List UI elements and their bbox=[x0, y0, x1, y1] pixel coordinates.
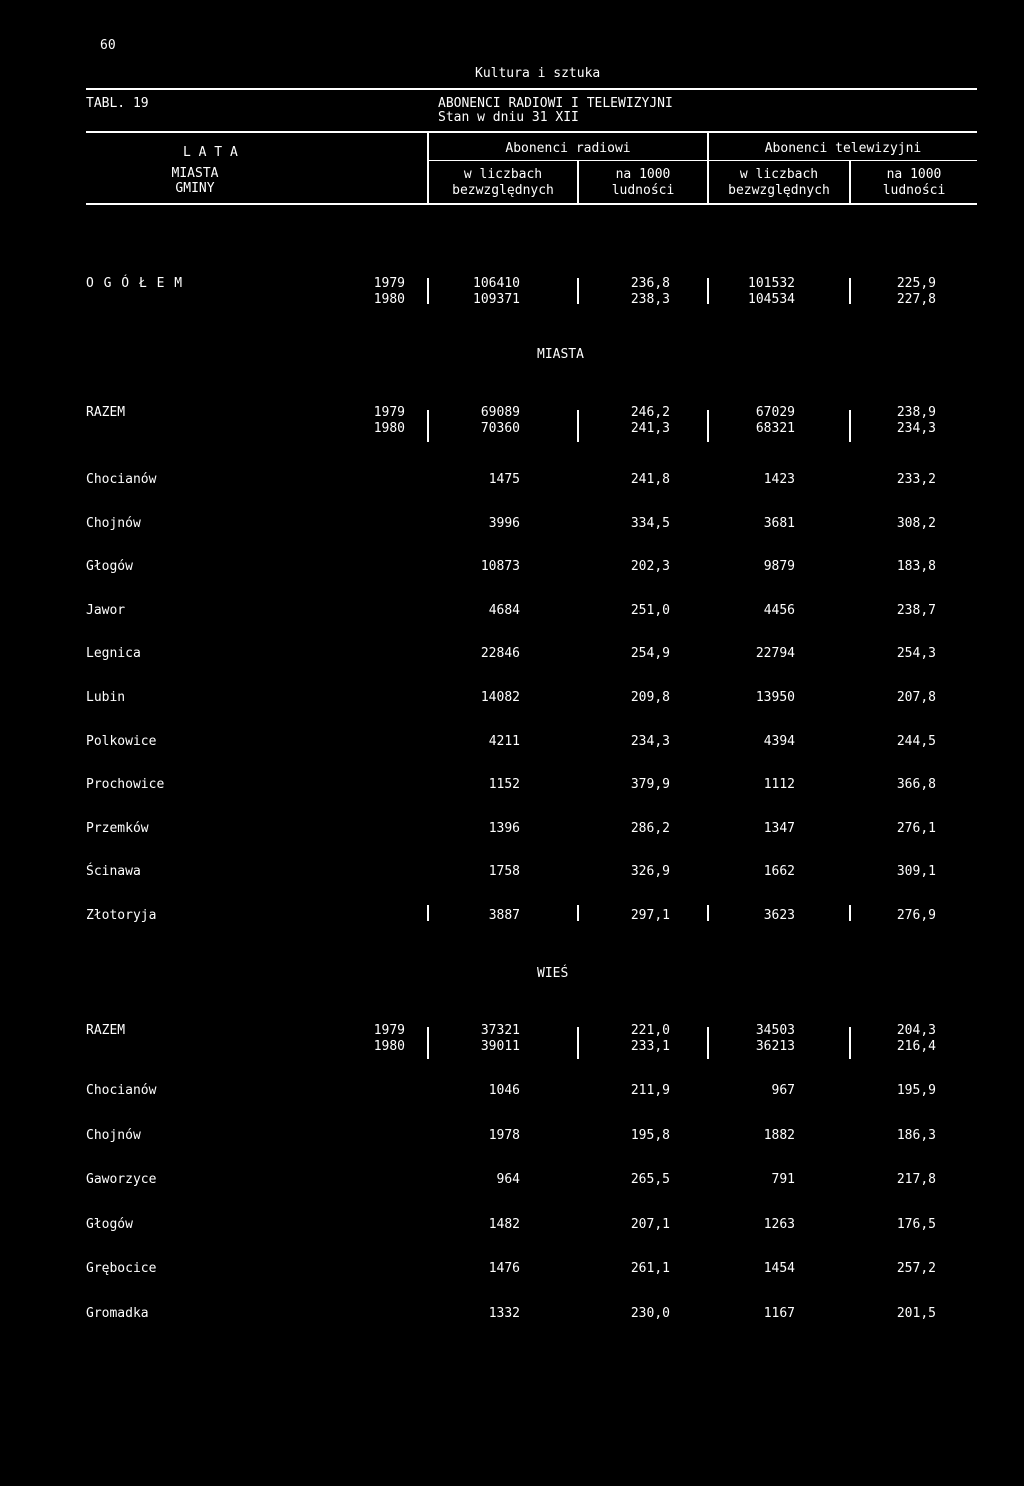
row-radio-abs: 10873 bbox=[480, 559, 520, 575]
row-radio-per: 195,8 bbox=[630, 1127, 670, 1143]
row-tv-abs: 22794 bbox=[755, 646, 795, 662]
row-name: Prochowice bbox=[86, 777, 165, 793]
row-tv-abs: 967 bbox=[771, 1083, 795, 1098]
row-tv-per: 366,8 bbox=[896, 777, 936, 793]
row-tv-abs: 9879 bbox=[763, 559, 795, 575]
row-name: Chocianów bbox=[86, 1083, 157, 1098]
row-radio-abs: 1046 bbox=[488, 1083, 520, 1098]
miasta-razem-divider-1 bbox=[427, 410, 429, 442]
wies-razem-year-1979: 1979 bbox=[373, 1023, 405, 1038]
header-radio-per bbox=[578, 167, 708, 199]
header-miasta: MIASTA bbox=[171, 166, 219, 181]
wies-razem-tv-per-1979: 204,3 bbox=[896, 1023, 936, 1038]
miasta-razem-label: RAZEM bbox=[86, 405, 126, 420]
wies-razem-radio-abs-1979: 37321 bbox=[480, 1023, 520, 1038]
ogolem-divider-4 bbox=[849, 278, 851, 304]
header-tv-abs-line1: w liczbach bbox=[739, 167, 819, 182]
wies-razem-radio-per-1980: 233,1 bbox=[630, 1039, 670, 1054]
miasta-razem-years bbox=[350, 405, 405, 437]
page-number: 60 bbox=[100, 38, 116, 53]
header-divider-2 bbox=[577, 161, 579, 204]
row-tv-per: 183,8 bbox=[896, 559, 936, 575]
miasta-razem-radio-abs-1979: 69089 bbox=[480, 405, 520, 420]
row-radio-per: 265,5 bbox=[630, 1172, 670, 1188]
wies-razem-tv-per bbox=[860, 1023, 936, 1055]
wies-razem-divider-2 bbox=[577, 1027, 579, 1059]
row-tv-per: 244,5 bbox=[896, 733, 936, 749]
zlotoryja-divider-2 bbox=[577, 905, 579, 921]
row-radio-per: 379,9 bbox=[630, 777, 670, 793]
row-radio-abs: 14082 bbox=[480, 690, 520, 705]
ogolem-year-1980: 1980 bbox=[373, 292, 405, 307]
row-radio-per: 261,1 bbox=[630, 1261, 670, 1277]
header-radio-group: Abonenci radiowi bbox=[505, 141, 631, 156]
miasta-razem-radio-per bbox=[590, 405, 670, 437]
miasta-razem-radio-abs bbox=[440, 405, 520, 437]
row-tv-per: 254,3 bbox=[896, 646, 936, 662]
table-label: TABL. 19 bbox=[86, 96, 149, 111]
header-radio-abs-line2: bezwzględnych bbox=[452, 183, 554, 198]
wies-razem-radio-abs-1980: 39011 bbox=[480, 1039, 520, 1054]
row-tv-abs: 1112 bbox=[763, 777, 795, 793]
wies-razem-label: RAZEM bbox=[86, 1023, 126, 1038]
row-tv-per: 238,7 bbox=[896, 602, 936, 618]
wies-razem-radio-per-1979: 221,0 bbox=[630, 1023, 670, 1038]
miasta-razem-tv-per bbox=[860, 405, 936, 437]
wies-razem-tv-abs-1979: 34503 bbox=[755, 1023, 795, 1038]
table-title: ABONENCI RADIOWI I TELEWIZYJNI bbox=[438, 96, 673, 111]
row-radio-per: 230,0 bbox=[630, 1306, 670, 1321]
ogolem-label: O G Ó Ł E M bbox=[86, 276, 184, 291]
row-radio-per: 202,3 bbox=[630, 559, 670, 575]
miasta-razem-year-1980: 1980 bbox=[373, 421, 405, 436]
row-tv-abs: 13950 bbox=[755, 690, 795, 705]
row-name: Lubin bbox=[86, 690, 126, 705]
row-tv-per: 257,2 bbox=[896, 1261, 936, 1277]
row-tv-abs: 1882 bbox=[763, 1127, 795, 1143]
row-name: Grębocice bbox=[86, 1261, 157, 1277]
row-radio-per: 251,0 bbox=[630, 602, 670, 618]
ogolem-radio-per-1980: 238,3 bbox=[630, 292, 670, 307]
row-tv-per: 217,8 bbox=[896, 1172, 936, 1188]
ogolem-divider-1 bbox=[427, 278, 429, 304]
section-wies: WIEŚ bbox=[537, 966, 569, 981]
zlotoryja-divider-1 bbox=[427, 905, 429, 921]
row-radio-abs: 4684 bbox=[488, 602, 520, 618]
header-top-rule bbox=[86, 131, 977, 133]
row-tv-per: 186,3 bbox=[896, 1127, 936, 1143]
header-mid-rule bbox=[428, 160, 977, 161]
row-name: Głogów bbox=[86, 559, 133, 575]
row-tv-per: 207,8 bbox=[896, 690, 936, 705]
row-radio-abs: 1482 bbox=[488, 1216, 520, 1232]
header-tv-per-line2: ludności bbox=[882, 183, 946, 198]
row-tv-abs: 3681 bbox=[763, 515, 795, 531]
ogolem-radio-abs bbox=[440, 276, 520, 308]
row-tv-per: 309,1 bbox=[896, 864, 936, 880]
table-subtitle: Stan w dniu 31 XII bbox=[438, 110, 579, 125]
miasta-razem-year-1979: 1979 bbox=[373, 405, 405, 420]
ogolem-radio-abs-1980: 109371 bbox=[473, 292, 520, 307]
row-tv-per: 276,9 bbox=[896, 908, 936, 923]
row-tv-per: 233,2 bbox=[896, 472, 936, 487]
miasta-razem-tv-abs-1979: 67029 bbox=[755, 405, 795, 420]
zlotoryja-divider-3 bbox=[707, 905, 709, 921]
row-tv-abs: 1263 bbox=[763, 1216, 795, 1232]
miasta-razem-tv-abs bbox=[715, 405, 795, 437]
row-name: Ścinawa bbox=[86, 864, 141, 880]
row-radio-abs: 964 bbox=[496, 1172, 520, 1188]
row-radio-abs: 1758 bbox=[488, 864, 520, 880]
row-radio-per: 254,9 bbox=[630, 646, 670, 662]
row-radio-per: 334,5 bbox=[630, 515, 670, 531]
row-radio-abs: 1978 bbox=[488, 1127, 520, 1143]
row-name: Przemków bbox=[86, 820, 149, 836]
header-tv-per-line1: na 1000 bbox=[886, 167, 942, 182]
row-radio-per: 234,3 bbox=[630, 733, 670, 749]
ogolem-tv-per bbox=[860, 276, 936, 308]
wies-razem-divider-4 bbox=[849, 1027, 851, 1059]
miasta-razem-divider-2 bbox=[577, 410, 579, 442]
ogolem-tv-abs-1980: 104534 bbox=[748, 292, 795, 307]
header-divider-3 bbox=[707, 132, 709, 204]
miasta-razem-tv-per-1980: 234,3 bbox=[896, 421, 936, 436]
miasta-razem-divider-4 bbox=[849, 410, 851, 442]
row-name: Jawor bbox=[86, 602, 126, 618]
header-radio-per-line2: ludności bbox=[611, 183, 675, 198]
row-radio-abs: 1396 bbox=[488, 820, 520, 836]
row-tv-per: 276,1 bbox=[896, 820, 936, 836]
row-radio-per: 211,9 bbox=[630, 1083, 670, 1098]
row-tv-abs: 1662 bbox=[763, 864, 795, 880]
ogolem-year-1979: 1979 bbox=[373, 276, 405, 291]
top-rule bbox=[86, 88, 977, 90]
header-radio-abs bbox=[428, 167, 578, 199]
row-tv-abs: 1454 bbox=[763, 1261, 795, 1277]
row-name: Chocianów bbox=[86, 472, 157, 487]
miasta-razem-radio-abs-1980: 70360 bbox=[480, 421, 520, 436]
wies-razem-year-1980: 1980 bbox=[373, 1039, 405, 1054]
header-tv-abs bbox=[708, 167, 850, 199]
section-miasta: MIASTA bbox=[537, 347, 584, 362]
miasta-razem-tv-per-1979: 238,9 bbox=[896, 405, 936, 420]
row-radio-abs: 1476 bbox=[488, 1261, 520, 1277]
wies-razem-tv-per-1980: 216,4 bbox=[896, 1039, 936, 1054]
header-tv-per bbox=[850, 167, 978, 199]
row-name: Złotoryja bbox=[86, 908, 157, 923]
ogolem-tv-per-1979: 225,9 bbox=[896, 276, 936, 291]
header-gminy: GMINY bbox=[175, 181, 215, 196]
row-name: Polkowice bbox=[86, 733, 157, 749]
wies-razem-tv-abs-1980: 36213 bbox=[755, 1039, 795, 1054]
header-tv-group: Abonenci telewizyjni bbox=[764, 141, 922, 156]
ogolem-years bbox=[350, 276, 405, 308]
row-radio-abs: 1475 bbox=[488, 472, 520, 487]
row-radio-abs: 4211 bbox=[488, 733, 520, 749]
row-tv-abs: 4394 bbox=[763, 733, 795, 749]
row-name: Chojnów bbox=[86, 515, 141, 531]
row-name: Głogów bbox=[86, 1216, 133, 1232]
zlotoryja-divider-4 bbox=[849, 905, 851, 921]
wies-razem-divider-3 bbox=[707, 1027, 709, 1059]
ogolem-tv-abs bbox=[715, 276, 795, 308]
row-radio-per: 207,1 bbox=[630, 1216, 670, 1232]
row-name: Legnica bbox=[86, 646, 141, 662]
header-divider-4 bbox=[849, 161, 851, 204]
chapter-title: Kultura i sztuka bbox=[475, 66, 601, 81]
row-tv-abs: 791 bbox=[771, 1172, 795, 1188]
row-tv-abs: 1347 bbox=[763, 820, 795, 836]
row-radio-per: 326,9 bbox=[630, 864, 670, 880]
miasta-razem-tv-abs-1980: 68321 bbox=[755, 421, 795, 436]
miasta-razem-divider-3 bbox=[707, 410, 709, 442]
row-name: Chojnów bbox=[86, 1127, 141, 1143]
row-radio-abs: 3887 bbox=[488, 908, 520, 923]
wies-razem-tv-abs bbox=[715, 1023, 795, 1055]
row-tv-abs: 4456 bbox=[763, 602, 795, 618]
miasta-razem-radio-per-1980: 241,3 bbox=[630, 421, 670, 436]
header-lata: L A T A bbox=[183, 145, 238, 160]
header-bottom-rule bbox=[86, 203, 977, 205]
row-name: Gaworzyce bbox=[86, 1172, 157, 1188]
row-radio-abs: 3996 bbox=[488, 515, 520, 531]
ogolem-radio-abs-1979: 106410 bbox=[473, 276, 520, 291]
wies-razem-radio-per bbox=[590, 1023, 670, 1055]
row-radio-per: 241,8 bbox=[630, 472, 670, 487]
miasta-razem-radio-per-1979: 246,2 bbox=[630, 405, 670, 420]
row-tv-abs: 1423 bbox=[763, 472, 795, 487]
wies-razem-years bbox=[350, 1023, 405, 1055]
ogolem-radio-per bbox=[590, 276, 670, 308]
header-radio-per-line1: na 1000 bbox=[615, 167, 671, 182]
ogolem-divider-2 bbox=[577, 278, 579, 304]
header-divider-1 bbox=[427, 132, 429, 204]
row-tv-abs: 1167 bbox=[763, 1306, 795, 1321]
row-tv-abs: 3623 bbox=[763, 908, 795, 923]
wies-razem-divider-1 bbox=[427, 1027, 429, 1059]
ogolem-divider-3 bbox=[707, 278, 709, 304]
ogolem-tv-abs-1979: 101532 bbox=[748, 276, 795, 291]
row-tv-per: 201,5 bbox=[896, 1306, 936, 1321]
row-tv-per: 176,5 bbox=[896, 1216, 936, 1232]
row-radio-per: 286,2 bbox=[630, 820, 670, 836]
row-tv-per: 308,2 bbox=[896, 515, 936, 531]
row-radio-per: 297,1 bbox=[630, 908, 670, 923]
header-tv-abs-line2: bezwzględnych bbox=[728, 183, 830, 198]
ogolem-tv-per-1980: 227,8 bbox=[896, 292, 936, 307]
row-radio-abs: 1332 bbox=[488, 1306, 520, 1321]
row-tv-per: 195,9 bbox=[896, 1083, 936, 1098]
row-name: Gromadka bbox=[86, 1306, 149, 1321]
ogolem-radio-per-1979: 236,8 bbox=[630, 276, 670, 291]
header-radio-abs-line1: w liczbach bbox=[463, 167, 543, 182]
row-radio-per: 209,8 bbox=[630, 690, 670, 705]
row-radio-abs: 1152 bbox=[488, 777, 520, 793]
wies-razem-radio-abs bbox=[440, 1023, 520, 1055]
row-radio-abs: 22846 bbox=[480, 646, 520, 662]
